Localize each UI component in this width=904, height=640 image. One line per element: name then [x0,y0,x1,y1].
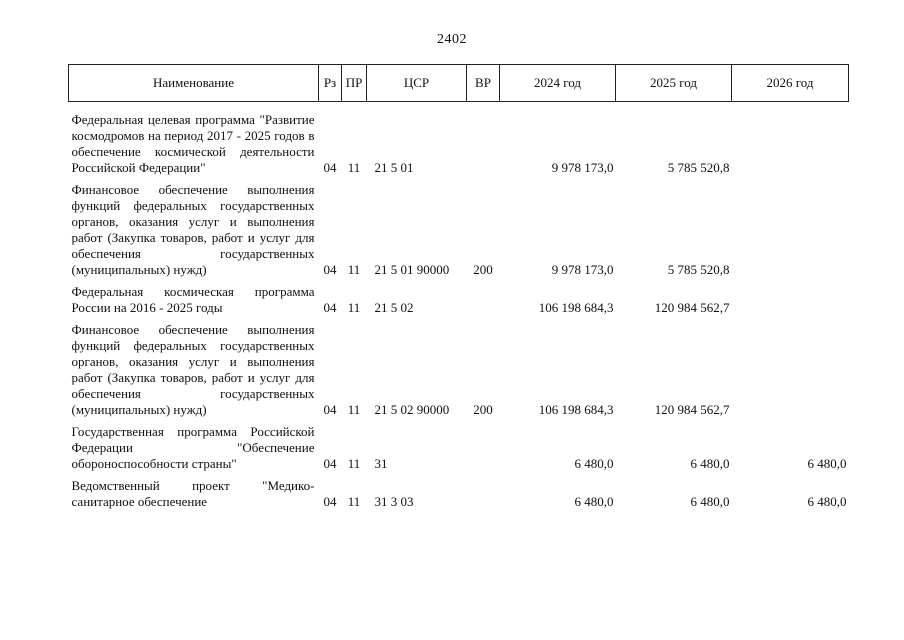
row-2026: 6 480,0 [807,456,847,471]
header-rz: Рз [319,65,342,102]
row-name: Финансовое обеспечение выполнения функций федеральных государственных органов, оказания услуг и выполнения работ (Закупка товаров, работ и услуг для обеспечения государственных (муниципальных) нужд) [71,322,315,417]
row-2025: 6 480,0 [690,494,730,509]
table-row [69,102,849,177]
row-name: Федеральная космическая программа России на 2016 - 2025 годы [71,284,315,315]
row-vr [467,418,500,472]
row-2025: 120 984 562,7 [654,300,730,315]
table-body [69,102,849,511]
row-pr: 11 [347,160,361,175]
row-2026: 6 480,0 [807,494,847,509]
row-2024: 106 198 684,3 [538,402,614,417]
table-row [69,278,849,316]
row-vr: 200 [473,402,493,417]
header-csr: ЦСР [367,65,467,102]
page-number: 2402 [437,32,467,47]
table-row [69,176,849,278]
row-vr [467,472,500,510]
row-pr: 11 [347,402,361,417]
row-2025: 6 480,0 [690,456,730,471]
row-pr: 11 [347,262,361,277]
header-name: Наименование [69,65,319,102]
row-vr: 200 [473,262,493,277]
row-2026 [732,316,849,418]
row-pr: 11 [347,300,361,315]
row-csr: 21 5 02 [374,300,414,315]
row-name: Финансовое обеспечение выполнения функций федеральных государственных органов, оказания услуг и выполнения работ (Закупка товаров, работ и услуг для обеспечения государственных (муниципальных) нужд) [71,182,315,277]
row-pr: 11 [347,494,361,509]
row-2024: 6 480,0 [574,494,614,509]
row-2025: 5 785 520,8 [667,262,730,277]
row-pr: 11 [347,456,361,471]
table-row [69,316,849,418]
header-row [69,65,849,102]
row-2024: 6 480,0 [574,456,614,471]
row-csr: 21 5 02 90000 [374,402,450,417]
budget-table [68,64,849,510]
row-rz: 04 [323,160,337,175]
header-2024: 2024 год [500,65,616,102]
table-header [69,65,849,102]
row-2026 [732,102,849,177]
row-rz: 04 [323,494,337,509]
row-csr: 21 5 01 [374,160,414,175]
row-2024: 106 198 684,3 [538,300,614,315]
row-2025: 5 785 520,8 [667,160,730,175]
row-2026 [732,176,849,278]
row-vr [467,102,500,177]
row-name: Федеральная целевая программа "Развитие космодромов на период 2017 - 2025 годов в обеспечение космической деятельности Российской Федерации" [71,112,315,175]
row-rz: 04 [323,402,337,417]
row-name: Ведомственный проект "Медико-санитарное обеспечение [71,478,315,509]
header-vr: ВР [467,65,500,102]
table-row [69,472,849,510]
header-2025: 2025 год [616,65,732,102]
row-rz: 04 [323,456,337,471]
row-vr [467,278,500,316]
row-csr: 21 5 01 90000 [374,262,450,277]
header-pr: ПР [342,65,367,102]
row-2024: 9 978 173,0 [551,160,614,175]
row-rz: 04 [323,300,337,315]
row-2025: 120 984 562,7 [654,402,730,417]
row-2024: 9 978 173,0 [551,262,614,277]
row-csr: 31 3 03 [374,494,414,509]
row-rz: 04 [323,262,337,277]
row-name: Государственная программа Российской Федерации "Обеспечение обороноспособности страны" [71,424,315,471]
row-2026 [732,278,849,316]
row-csr: 31 [374,456,388,471]
table-row [69,418,849,472]
header-2026: 2026 год [732,65,849,102]
